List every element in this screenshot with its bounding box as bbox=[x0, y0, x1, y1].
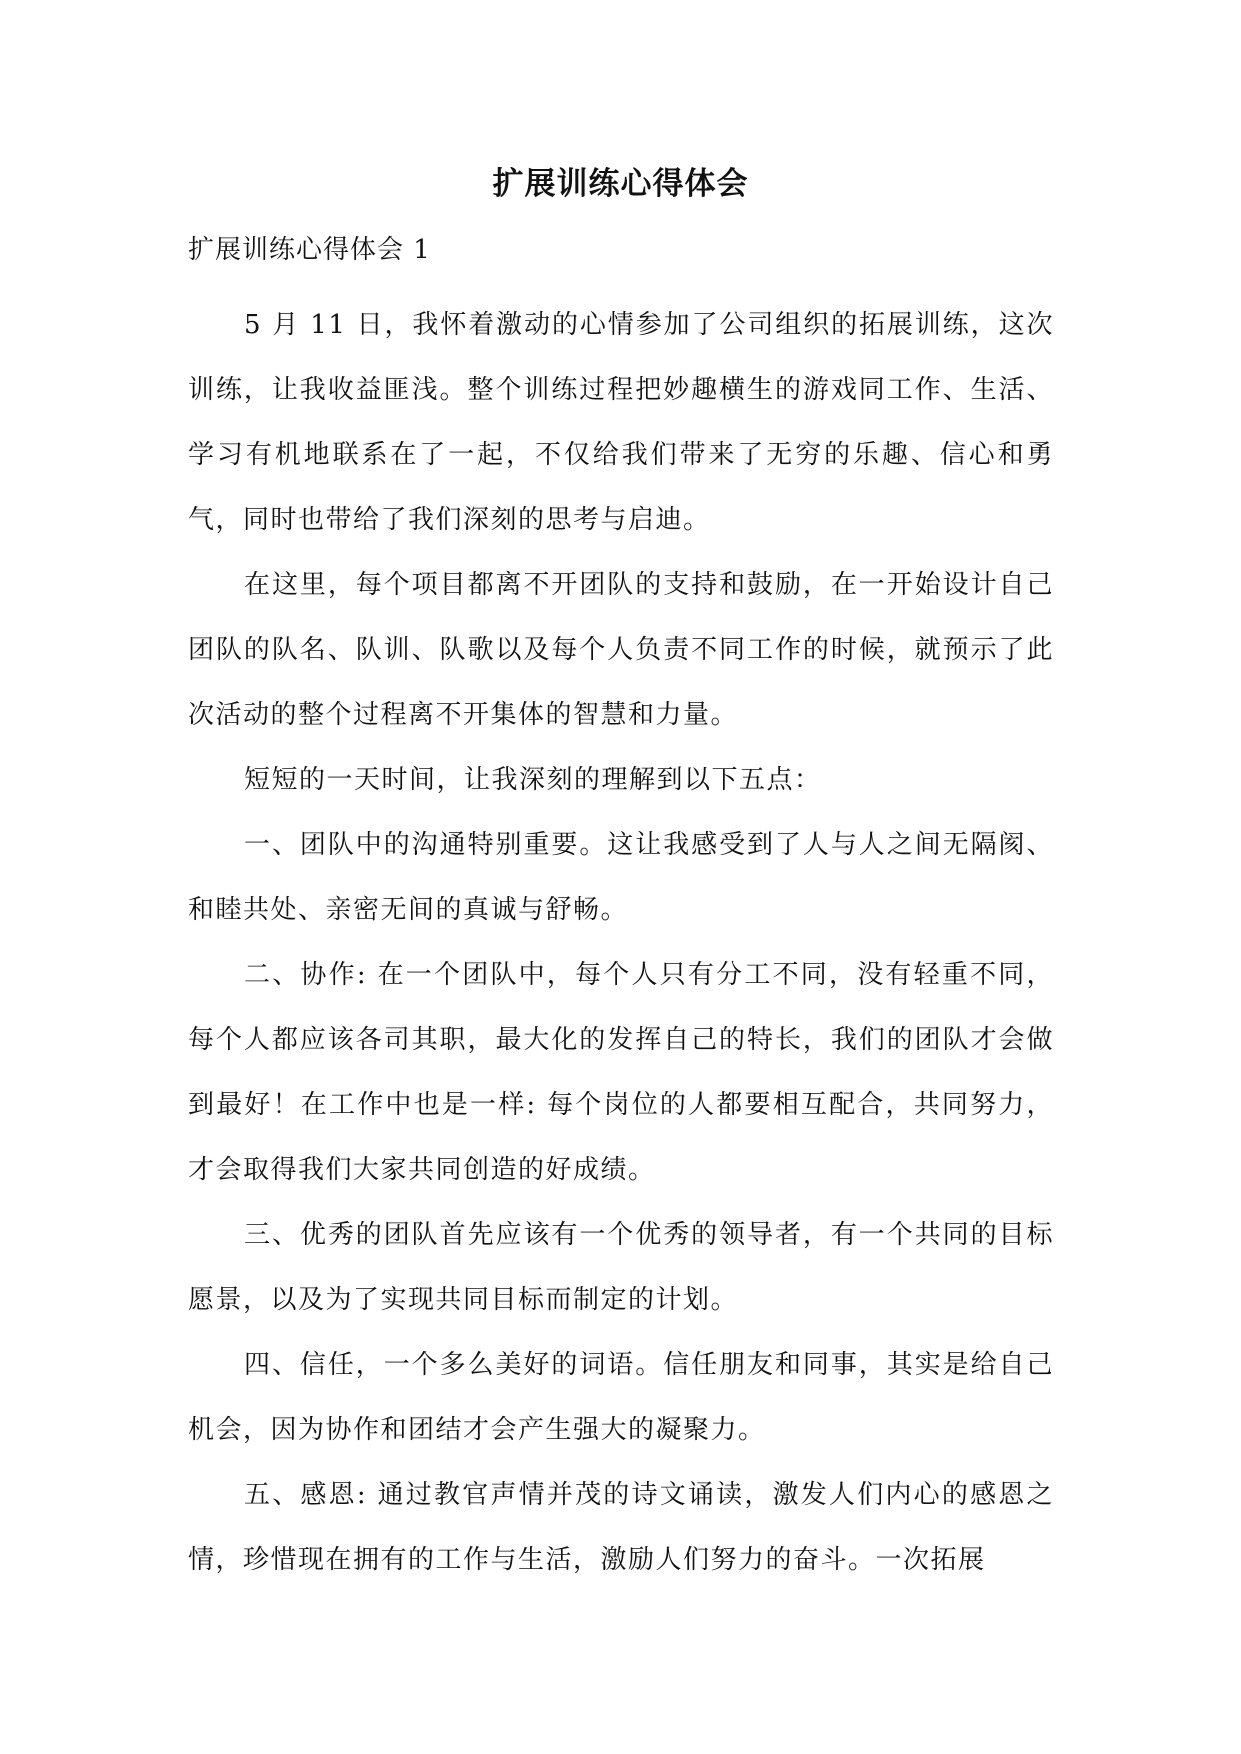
section-subheading: 扩展训练心得体会 1 bbox=[188, 235, 431, 265]
paragraph-1: 5 月 11 日，我怀着激动的心情参加了公司组织的拓展训练，这次训练，让我收益匪浅。整个训练过程把妙趣横生的游戏同工作、生活、学习有机地联系在了一起，不仅给我们带来了无穷的乐趣、信心和勇气，同时也带给了我们深刻的思考与启迪。 bbox=[188, 310, 1054, 535]
paragraph-5: 二、协作: 在一个团队中，每个人只有分工不同，没有轻重不同，每个人都应该各司其职，最大化的发挥自己的特长，我们的团队才会做到最好！在工作中也是一样: 每个岗位的人都要相互配合，共同努力，才会取得我们大家共同创造的好成绩。 bbox=[188, 960, 1054, 1185]
paragraph-8: 五、感恩: 通过教官声情并茂的诗文诵读，激发人们内心的感恩之情，珍惜现在拥有的工作与生活，激励人们努力的奋斗。一次拓展 bbox=[188, 1480, 1054, 1575]
paragraph-3: 短短的一天时间，让我深刻的理解到以下五点： bbox=[244, 765, 822, 795]
document-title: 扩展训练心得体会 bbox=[492, 166, 749, 202]
document-body bbox=[188, 228, 1054, 1593]
paragraph-7: 四、信任，一个多么美好的词语。信任朋友和同事，其实是给自己机会，因为协作和团结才会产生强大的凝聚力。 bbox=[188, 1350, 1054, 1445]
paragraph-6: 三、优秀的团队首先应该有一个优秀的领导者，有一个共同的目标愿景，以及为了实现共同目标而制定的计划。 bbox=[188, 1220, 1054, 1315]
paragraph-4: 一、团队中的沟通特别重要。这让我感受到了人与人之间无隔阂、和睦共处、亲密无间的真诚与舒畅。 bbox=[188, 830, 1054, 925]
paragraph-2: 在这里，每个项目都离不开团队的支持和鼓励，在一开始设计自己团队的队名、队训、队歌以及每个人负责不同工作的时候，就预示了此次活动的整个过程离不开集体的智慧和力量。 bbox=[188, 570, 1054, 730]
